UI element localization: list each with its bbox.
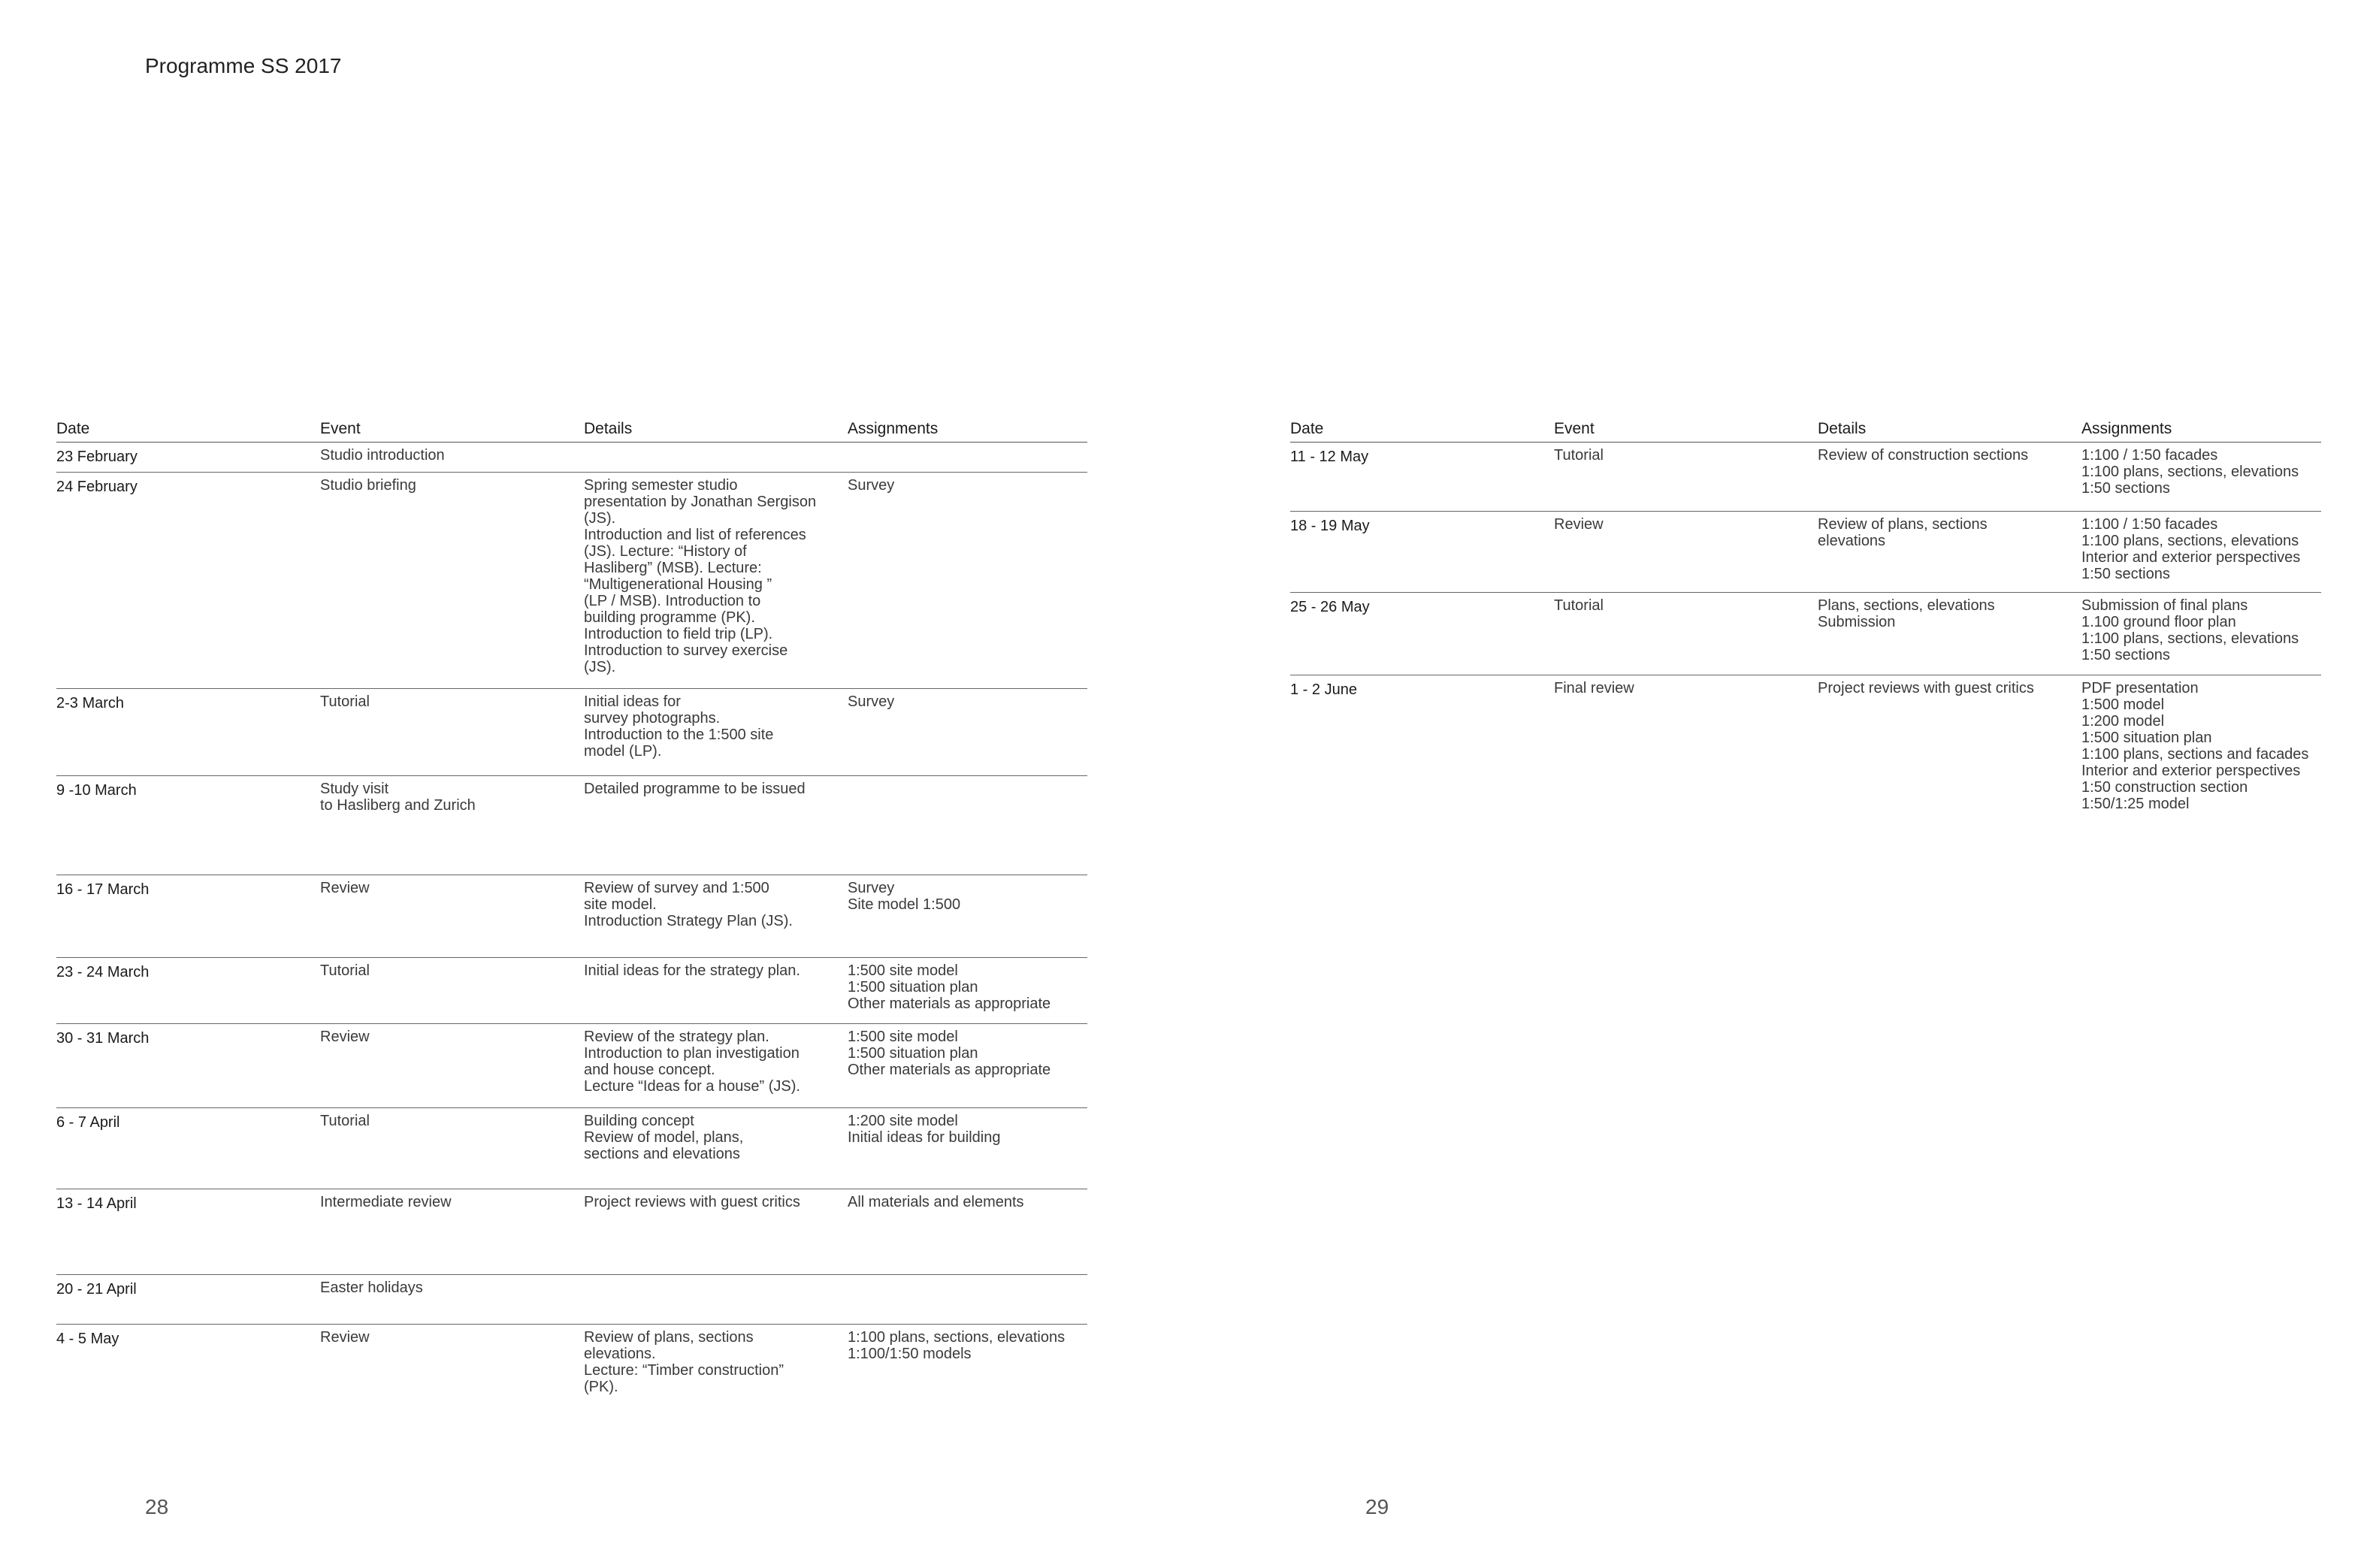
table-row (56, 1024, 1087, 1108)
details-cell (584, 781, 848, 875)
assignment-line: 1:100 plans, sections and facades (2081, 746, 2309, 763)
event-line: Studio briefing (320, 477, 416, 494)
date-cell: 9 -10 March (56, 782, 137, 799)
assignment-line: 1:500 site model (848, 962, 958, 979)
event-line: Easter holidays (320, 1279, 423, 1296)
column-header-event: Event (1554, 420, 1595, 437)
details-line: Hasliberg” (MSB). Lecture: (584, 560, 762, 576)
assignment-line: 1:50 sections (2081, 647, 2170, 663)
schedule-table-right (1290, 413, 2321, 826)
assignment-line: 1:100 / 1:50 facades (2081, 516, 2218, 533)
column-header-event: Event (320, 420, 361, 437)
schedule-rows-left (56, 443, 1087, 1407)
assignment-line: Site model 1:500 (848, 896, 961, 913)
assignment-line: 1:500 model (2081, 696, 2165, 713)
details-cell (1818, 447, 2081, 511)
table-row (56, 1108, 1087, 1189)
event-line: Review (320, 1329, 370, 1346)
details-line: Project reviews with guest critics (584, 1194, 800, 1210)
date-cell: 1 - 2 June (1290, 681, 1357, 698)
assignment-line: PDF presentation (2081, 680, 2199, 696)
assignments-cell (2081, 597, 2321, 675)
table-header (56, 413, 1087, 443)
details-line: and house concept. (584, 1062, 715, 1078)
event-line: Tutorial (1554, 597, 1604, 614)
event-line: Study visit (320, 781, 389, 797)
details-line: model (LP). (584, 743, 662, 760)
details-line: Review of plans, sections (584, 1329, 754, 1346)
details-line: presentation by Jonathan Sergison (584, 494, 817, 510)
column-header-details: Details (584, 420, 633, 437)
details-cell (584, 1029, 848, 1107)
date-cell: 6 - 7 April (56, 1114, 120, 1131)
assignments-cell (848, 1194, 1087, 1274)
details-line: Review of construction sections (1818, 447, 2029, 464)
details-cell (584, 1329, 848, 1407)
details-line: Review of survey and 1:500 (584, 880, 769, 896)
date-cell: 2-3 March (56, 695, 125, 711)
event-line: Studio introduction (320, 447, 445, 464)
table-row (56, 776, 1087, 875)
details-line: (JS). Lecture: “History of (584, 543, 747, 560)
details-line: (LP / MSB). Introduction to (584, 593, 761, 609)
assignment-line: 1:100 plans, sections, elevations (2081, 464, 2299, 480)
assignment-line: Submission of final plans (2081, 597, 2248, 614)
details-line: Spring semester studio (584, 477, 738, 494)
details-line: survey photographs. (584, 710, 721, 727)
column-header-date: Date (1290, 420, 1324, 437)
page-title: Programme SS 2017 (145, 54, 342, 77)
details-line: elevations. (584, 1346, 656, 1362)
details-line: Detailed programme to be issued (584, 781, 806, 797)
event-cell (1554, 597, 1818, 675)
column-header-assignments: Assignments (848, 420, 939, 437)
details-cell (584, 880, 848, 957)
event-line: Final review (1554, 680, 1634, 696)
event-cell (1554, 680, 1818, 826)
event-cell (320, 1194, 584, 1274)
date-cell: 18 - 19 May (1290, 518, 1370, 534)
event-line: Review (320, 880, 370, 896)
assignment-line: 1:200 site model (848, 1113, 958, 1129)
date-cell: 20 - 21 April (56, 1281, 137, 1298)
details-line: Project reviews with guest critics (1818, 680, 2034, 696)
assignment-line: 1:100 plans, sections, elevations (848, 1329, 1066, 1346)
assignment-line: Survey (848, 693, 895, 710)
assignments-cell (848, 962, 1087, 1023)
schedule-table-left (56, 413, 1087, 1407)
event-line: Review (320, 1029, 370, 1045)
assignments-cell (848, 1279, 1087, 1324)
assignment-line: 1:500 situation plan (848, 979, 978, 995)
assignment-line: Survey (848, 880, 895, 896)
event-line: Tutorial (1554, 447, 1604, 464)
assignments-cell (2081, 447, 2321, 511)
page-number-right: 29 (1365, 1495, 1389, 1518)
date-cell: 23 - 24 March (56, 964, 150, 980)
details-line: Introduction to survey exercise (584, 642, 788, 659)
table-row (56, 1325, 1087, 1407)
assignments-cell (2081, 516, 2321, 592)
assignment-line: Interior and exterior perspectives (2081, 549, 2301, 566)
details-cell (1818, 597, 2081, 675)
event-cell (320, 447, 584, 472)
details-line: (PK). (584, 1379, 618, 1395)
event-cell (320, 962, 584, 1023)
assignment-line: 1:50 construction section (2081, 779, 2248, 796)
table-row (1290, 512, 2321, 593)
assignment-line: 1:100 / 1:50 facades (2081, 447, 2218, 464)
assignments-cell (848, 447, 1087, 472)
details-line: Lecture “Ideas for a house” (JS). (584, 1078, 800, 1095)
event-line: to Hasliberg and Zurich (320, 797, 476, 814)
assignment-line: 1:500 site model (848, 1029, 958, 1045)
assignments-cell (2081, 680, 2321, 826)
date-cell: 11 - 12 May (1290, 449, 1369, 465)
assignment-line: Interior and exterior perspectives (2081, 763, 2301, 779)
assignment-line: 1.100 ground floor plan (2081, 614, 2236, 630)
assignment-line: 1:50/1:25 model (2081, 796, 2190, 812)
details-line: Review of plans, sections (1818, 516, 1988, 533)
assignments-cell (848, 1113, 1087, 1189)
table-row (56, 689, 1087, 776)
assignment-line: 1:100 plans, sections, elevations (2081, 533, 2299, 549)
assignments-cell (848, 1029, 1087, 1107)
details-line: (JS). (584, 510, 616, 527)
date-cell: 23 February (56, 449, 138, 465)
details-line: “Multigenerational Housing ” (584, 576, 772, 593)
details-line: Introduction and list of references (584, 527, 806, 543)
event-cell (1554, 447, 1818, 511)
table-row (1290, 443, 2321, 512)
assignments-cell (848, 693, 1087, 775)
assignment-line: Survey (848, 477, 895, 494)
date-cell: 25 - 26 May (1290, 599, 1370, 615)
table-row (1290, 593, 2321, 675)
column-header-assignments: Assignments (2081, 420, 2172, 437)
assignment-line: Initial ideas for building (848, 1129, 1001, 1146)
assignment-line: 1:50 sections (2081, 566, 2170, 582)
details-cell (584, 1279, 848, 1324)
assignments-cell (848, 781, 1087, 875)
schedule-rows-right (1290, 443, 2321, 826)
event-line: Tutorial (320, 962, 370, 979)
details-line: Initial ideas for the strategy plan. (584, 962, 800, 979)
details-cell (584, 1113, 848, 1189)
details-line: building programme (PK). (584, 609, 755, 626)
details-cell (584, 962, 848, 1023)
table-row (56, 443, 1087, 473)
details-cell (584, 1194, 848, 1274)
assignment-line: 1:100/1:50 models (848, 1346, 972, 1362)
assignment-line: 1:200 model (2081, 713, 2165, 730)
details-cell (1818, 680, 2081, 826)
page-number-left: 28 (145, 1495, 169, 1518)
details-line: site model. (584, 896, 657, 913)
assignments-cell (848, 880, 1087, 957)
assignments-cell (848, 477, 1087, 688)
table-row (56, 1189, 1087, 1275)
date-cell: 30 - 31 March (56, 1030, 150, 1047)
column-header-details: Details (1818, 420, 1867, 437)
event-cell (1554, 516, 1818, 592)
details-line: (JS). (584, 659, 616, 675)
details-line: sections and elevations (584, 1146, 740, 1162)
assignment-line: Other materials as appropriate (848, 995, 1051, 1012)
event-cell (320, 693, 584, 775)
table-row (56, 473, 1087, 689)
table-row (56, 875, 1087, 958)
event-line: Tutorial (320, 693, 370, 710)
date-cell: 24 February (56, 479, 138, 495)
event-line: Review (1554, 516, 1604, 533)
details-line: Introduction to the 1:500 site (584, 727, 774, 743)
details-line: Introduction to plan investigation (584, 1045, 800, 1062)
details-cell (584, 447, 848, 472)
details-line: Introduction to field trip (LP). (584, 626, 773, 642)
assignments-cell (848, 1329, 1087, 1407)
date-cell: 13 - 14 April (56, 1195, 137, 1212)
event-cell (320, 1329, 584, 1407)
details-line: Initial ideas for (584, 693, 681, 710)
assignment-line: All materials and elements (848, 1194, 1024, 1210)
assignment-line: 1:50 sections (2081, 480, 2170, 497)
event-line: Tutorial (320, 1113, 370, 1129)
details-line: Review of the strategy plan. (584, 1029, 769, 1045)
table-header (1290, 413, 2321, 443)
column-header-date: Date (56, 420, 90, 437)
date-cell: 16 - 17 March (56, 881, 150, 898)
details-line: Lecture: “Timber construction” (584, 1362, 784, 1379)
event-line: Intermediate review (320, 1194, 452, 1210)
details-line: elevations (1818, 533, 1886, 549)
event-cell (320, 477, 584, 688)
details-cell (584, 693, 848, 775)
assignment-line: 1:100 plans, sections, elevations (2081, 630, 2299, 647)
date-cell: 4 - 5 May (56, 1331, 119, 1347)
event-cell (320, 781, 584, 875)
assignment-line: Other materials as appropriate (848, 1062, 1051, 1078)
event-cell (320, 880, 584, 957)
details-line: Introduction Strategy Plan (JS). (584, 913, 793, 929)
assignment-line: 1:500 situation plan (2081, 730, 2212, 746)
event-cell (320, 1029, 584, 1107)
table-row (1290, 675, 2321, 826)
details-cell (584, 477, 848, 688)
table-row (56, 958, 1087, 1024)
assignment-line: 1:500 situation plan (848, 1045, 978, 1062)
table-row (56, 1275, 1087, 1325)
details-line: Building concept (584, 1113, 694, 1129)
event-cell (320, 1113, 584, 1189)
details-line: Plans, sections, elevations (1818, 597, 1995, 614)
details-cell (1818, 516, 2081, 592)
event-cell (320, 1279, 584, 1324)
details-line: Submission (1818, 614, 1896, 630)
details-line: Review of model, plans, (584, 1129, 744, 1146)
